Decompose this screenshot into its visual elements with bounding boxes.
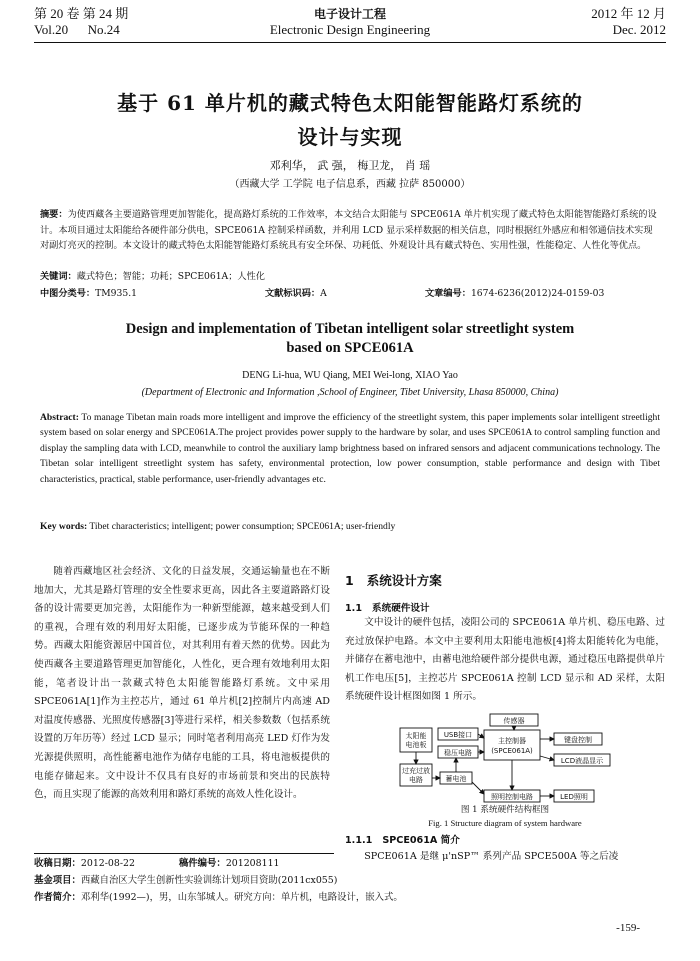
label-controller-1: 主控制器 [498, 737, 526, 745]
block-controller [484, 730, 540, 760]
label-controller-2: (SPCE061A) [491, 747, 533, 755]
article-no [425, 286, 604, 302]
clc [40, 286, 137, 302]
abstract-en-text: To manage Tibetan main roads more intelligent and improve the efficiency of the streetlight system, this paper implements solar intelligent streetlight system based on solar energy and SPCE061A.The project provides power supply to the hardware by solar, and uses SPCE061A to control sampling function and display the sampling data with LCD, meanwhile to control the auxiliary lamp brightness based on infrared sensors and adjacent communications technology. The Tibetan solar intelligent streetlight system has safety, environmental protection, low power consumption, stable performance and design with Tibet characteristics, practical, stable performance, user-friendly advantages etc. [40, 412, 660, 485]
keywords-cn-label: 关键词： [40, 271, 77, 282]
header-journal [34, 6, 666, 38]
body-right-column-1 [345, 614, 665, 707]
paper-title-en-line2: based on SPCE061A [286, 340, 414, 356]
header-date-cn: 2012 年 12 月 [591, 6, 666, 21]
keywords-en-label: Key words: [40, 521, 88, 532]
manuscript-value: 201208111 [225, 858, 280, 869]
received-label: 收稿日期： [34, 858, 81, 869]
keywords-en [40, 519, 660, 534]
authors-en: DENG Li-hua, WU Qiang, MEI Wei-long, XIAO Yao [242, 370, 458, 381]
keywords-cn [40, 269, 660, 285]
figure-1-caption-cn: 图 1 系统硬件结构框图 [460, 805, 550, 815]
label-solar-panel-1: 太阳能 [405, 732, 427, 740]
paper-title-en-line1: Design and implementation of Tibetan intelligent solar streetlight system [125, 321, 575, 337]
authors-cn: 邓利华， 武 强， 梅卫龙， 肖 瑶 [269, 159, 431, 172]
label-led: LED照明 [560, 793, 588, 801]
header-date-en: Dec. 2012 [612, 22, 666, 37]
header-journal-cn: 电子设计工程 [313, 7, 386, 21]
author-bio-value: 邓利华(1992—)，男，山东邹城人。研究方向：单片机，电路设计，嵌入式。 [80, 892, 403, 903]
journal-header [34, 6, 666, 40]
page-number: -159- [616, 922, 640, 934]
manuscript-label: 稿件编号： [178, 858, 226, 869]
abstract-en-label: Abstract: [40, 412, 79, 423]
header-volume-en: Vol.20 No.24 [34, 22, 120, 37]
label-solar-panel-2: 电池板 [405, 741, 427, 749]
paper-title-cn [40, 86, 660, 154]
label-overcharge-1: 过充过放 [402, 767, 430, 775]
clc-value: TM935.1 [95, 288, 137, 299]
fund-label: 基金项目： [34, 875, 81, 886]
label-regulator: 稳压电路 [444, 749, 472, 757]
author-bio-label: 作者简介： [34, 892, 81, 903]
abstract-en [40, 410, 660, 487]
paper-title-en [40, 320, 660, 358]
abstract-cn [40, 207, 660, 254]
body-left-paragraph: 随着西藏地区社会经济、文化的日益发展，交通运输量也在不断地加大，尤其是路灯管理的安全性要求更高，因此各主要道路路灯设备的设计需要更加完善，太阳能作为一种新型能源，越来越受到人们的重视，合理有效的利用好太阳能，已逐步成为节能环保的一种趋势。西藏太阳能资源居中国首位，对其利用有着天然的优势。因此为使西藏各主要道路管理更加智能化，人性化，更合理有效地利用太阳能，笔者设计出一款藏式特色太阳能智能路灯系统。文中采用 SPCE061A[1]作为主控芯片，通过 61 单片机[2]控制片内高速 AD 对温度传感器、光照度传感器[3]等进行采样，相关参数数（包括系统设置的万年历等）经过 LCD 显示；同时笔者利用高亮 LED 灯作为发光源提供照明，高性能蓄电池作为储存电能的工具，将电池板提供的电能存储起来。文中设计不仅具有良好的市场前景和突出的民族特色，而且实现了能源的高效利用和路灯系统的高效人性化设计。 [34, 566, 330, 801]
label-lighting-ctrl: 照明控制电路 [491, 793, 533, 801]
article-no-value: 1674-6236(2012)24-0159-03 [470, 288, 605, 299]
footnote-author [34, 890, 666, 905]
article-no-label: 文章编号： [425, 288, 471, 299]
fund-value: 西藏自治区大学生创新性实验训练计划项目资助(2011cx055) [80, 875, 338, 886]
body-right-paragraph-1: 文中设计的硬件包括，凌阳公司的 SPCE061A 单片机、稳压电路、过充过放保护电路。本文中主要利用太阳能电池板[4]将太阳能转化为电能，并储存在蓄电池中，由蓄电池给硬件部分提供电源，通过稳压电路提供单片机工作电压[5]，主控芯片 SPCE061A 控制 LCD 显示和 AD 采样，太阳系统硬件设计框图如图 1 所示。 [345, 617, 665, 703]
header-volume-cn: 第 20 卷 第 24 期 [34, 6, 129, 21]
section-1-heading: 1 系统设计方案 [345, 573, 442, 588]
body-right-paragraph-2: SPCE061A 是继 μ'nSP™ 系列产品 SPCE500A 等之后凌 [364, 851, 619, 862]
figure-1-block-diagram [380, 712, 640, 804]
label-overcharge-2: 电路 [409, 776, 423, 784]
paper-title-cn-line2: 设计与实现 [297, 125, 403, 149]
keywords-en-text: Tibet characteristics; intelligent; power consumption; SPCE061A; user-friendly [89, 521, 396, 532]
keywords-cn-text: 藏式特色；智能；功耗；SPCE061A；人性化 [76, 271, 265, 282]
received-value: 2012-08-22 [80, 858, 135, 869]
section-1-1-1-heading: 1.1.1 SPCE061A 简介 [345, 835, 460, 846]
paper-title-cn-line1: 基于 61 单片机的藏式特色太阳能智能路灯系统的 [117, 91, 583, 115]
footnote-rule [34, 853, 334, 854]
label-keyboard: 键盘控制 [564, 736, 592, 744]
header-date [591, 6, 666, 38]
label-lcd: LCD液晶显示 [560, 757, 604, 765]
clc-label: 中图分类号： [40, 288, 96, 299]
label-usb: USB接口 [443, 731, 473, 739]
abstract-cn-text: 为使西藏各主要道路管理更加智能化，提高路灯系统的工作效率，本文结合太阳能与 SPCE061A 单片机实现了藏式特色太阳能智能路灯系统的设计。本项目通过太阳能给各硬件部分供电，SPCE061A 控制采样函数，并利用 LCD 显示采样数据的相关信息，同时根据红外感应和相邻通信技术实现对副灯亮灭的控制。本文设计的藏式特色太阳能智能路灯系统具有安全环保、功耗低、外观设计具有藏式特色、实用性强，性能稳定、人性化等优点。 [40, 209, 657, 251]
figure-1-caption-en: Fig. 1 Structure diagram of system hardware [428, 818, 582, 828]
affiliation-en: (Department of Electronic and Information ,School of Engineer, Tibet University, Lhasa 850000, China) [141, 387, 559, 398]
footnote-fund [34, 873, 666, 888]
doc-code-value: A [320, 288, 327, 299]
affiliation-cn: （西藏大学 工学院 电子信息系，西藏 拉萨 850000） [229, 179, 471, 190]
label-battery: 蓄电池 [445, 775, 467, 783]
header-journal-en: Electronic Design Engineering [269, 22, 431, 37]
section-1-1-heading: 1.1 系统硬件设计 [345, 603, 430, 614]
abstract-cn-label: 摘要： [40, 209, 68, 220]
footnote-received [34, 856, 666, 871]
doc-code [265, 286, 327, 302]
doc-code-label: 文献标识码： [265, 288, 321, 299]
label-sensor: 传感器 [503, 717, 525, 725]
body-left-column [34, 563, 330, 805]
header-rule [34, 42, 666, 43]
